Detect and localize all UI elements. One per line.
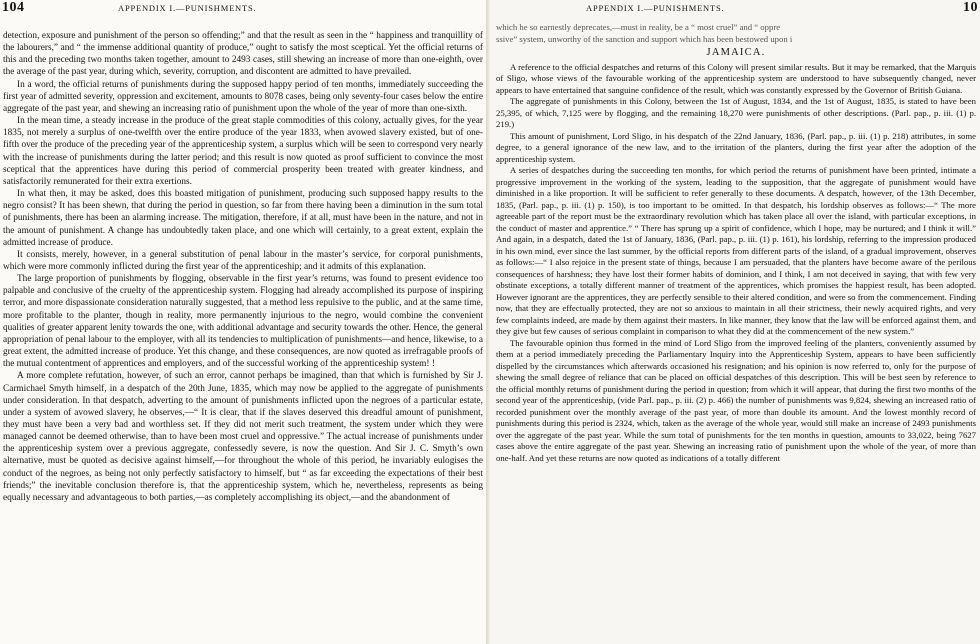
left-page bbox=[0, 0, 488, 644]
left-paragraph: It consists, merely, however, in a general substitution of penal labour in the master’s service, for corporal punishments, which were more commonly inflicted during the first year of the apprenticeship; and it admits of this explanation. bbox=[3, 249, 483, 272]
left-page-body bbox=[3, 30, 483, 504]
left-page-number: 104 bbox=[2, 0, 25, 15]
left-paragraph: detection, exposure and punishment of the person so offending;” and that the result as seen in the “ happiness and tranquillity of the labourers,” and “ the immense additional quantity of produce,” ought to satisfy the most sceptical. Yet the official returns of this and the preceding two months taken together, amount to 2493 cases, still shewing an increase of more than one-eighth, over the average of the past year, during which, severity, corruption, and discontent are admitted to have prevailed. bbox=[3, 31, 483, 78]
right-paragraph: The favourable opinion thus formed in the mind of Lord Sligo from the improved feeling of the planters, conveniently assumed by them at a period immediately preceding the Parliamentary Inquiry into the Apprenticeship System, appears to have been sufficiently dispelled by the circumstances which afterwards occasioned his resignation; and his opinion is now referred to, only for the purpose of shewing the small degree of reliance that can be placed on official despatches of this description. This will be best seen by reference to the official monthly returns of punishment during the period in question; from which it will appear, that during the first two months of the second year of the apprenticeship, (vide Parl. pap., p. iii. (2) p. 466) the number of punishments was 9,824, shewing an increased ratio of recorded punishment over the monthly average of the past year, of more than double its amount. And the lowest monthly record of punishments during this period is 2324, which, taken as the average of the whole year, would still make an increase of 2493 punishments over the aggregate of the past year. While the sum total of punishments for the ten months in question, amounts to 33,022, being 7627 cases above the entire aggregate of the past year. Shewing an increasing ratio of punishment upon the whole of the year, of more than one-half. And yet these returns are now quoted as indications of a totally different bbox=[496, 337, 976, 463]
right-running-head: APPENDIX I.—PUNISHMENTS. bbox=[586, 3, 725, 13]
left-paragraph: The large proportion of punishments by flogging, observable in the first year’s returns, was found to present evidence too palpable and conclusive of the cruelty of the apprenticeship system. Flogging had already accomplished its purpose of inspiring terror, and more dispassionate consideration naturally suggested, that a method less repulsive to the public, and at the same time, more profitable to the planter, though in reality, more permanently injurious to the negro, would combine the convenient qualities of greater apparent lenity towards the one, with additional advantage and security towards the other. Hence, the general appropriation of penal labour to the employer, with all its tendencies to multiplication of punishments—and hence, likewise, to a great extent, the admitted increase of produce. Yet this change, and these consequences, are now quoted as irrefragable proofs of the mutual contentment of apprentices and employers, and of the successful working of the apprenticeship system! ! bbox=[3, 274, 483, 370]
left-paragraph: In what then, it may be asked, does this boasted mitigation of punishment, producing such supposed happy results to the negro consist? It has been shewn, that during the period in question, so far from there having been a diminution in the sum total of punishments, there has been an alarming increase. The mitigation, therefore, if at all, must have been in the nature, and not in the amount of punishment. A change has undoubtedly taken place, and one which will certainly, to a great extent, explain the admitted increase of produce. bbox=[3, 189, 483, 248]
right-paragraph: A series of despatches during the succeeding ten months, for which period the returns of punishment have been printed, intimate a progressive improvement in the working of the system, leading to the supposition, that the aggregate of punishment would have diminished in a like proportion. It will be sufficient to refer generally to these documents. A despatch, however, of the 13th December, 1835, (Parl. pap., p. iii. (1) p. 150), is too important to be omitted. In that despatch, his lordship observes as follows:—“ The more agreeable part of the report must be the extraordinary revolution which has taken place all over the island, with particular exceptions, in the conduct of master and apprentice.” “ There has sprung up a spirit of confidence, which I hope, may be nurtured; and I think it will.” And again, in a despatch, dated the 1st of January, 1836, (Parl. pap., p. iii. (1) p. 161), his lordship, referring to the impression produced in his own mind, ever since the last summer, by the official reports from different parts of the island, of a gradual improvement, observes as follows:—“ I also rejoice in the present state of things, because I am persuaded, that the planters have become aware of the perilous consequences of harshness; they have lost their former habits of dominion, and I think, I am not deceived in saying, that with few very obstinate exceptions, a totally different manner of treatment of the apprentices, which promises the happiest result, has been adopted. However ignorant are the apprentices, they are perfectly sensible to their altered condition, and were so from the commencement. Finding now, that they are effectually protected, they are not so anxious to maintain in all their strictness, their newly acquired rights, and very few complaints indeed, are made by them against their masters. In like manner, they know that the law will be enforced against them, and they give but few causes of serious complaint in comparison to what they did at the commencement of the new system.” bbox=[496, 165, 976, 336]
left-page-header bbox=[0, 2, 488, 16]
right-paragraph: This amount of punishment, Lord Sligo, in his despatch of the 22nd January, 1836, (Parl. pap., p. iii. (1) p. 218) attributes, in some degree, to a general ignorance of the new law, and to the irritation of the planters, during the first year after the adoption of the apprenticeship system. bbox=[496, 130, 976, 164]
right-page-number: 10 bbox=[963, 0, 978, 15]
right-top-line: ssive” system, unworthy of the sanction and support which has been bestowed upon i bbox=[496, 33, 793, 44]
right-top-line: which he so earnestly deprecates,—must in reality, be a “ most cruel” and “ oppre bbox=[496, 22, 781, 32]
left-running-head: APPENDIX I.—PUNISHMENTS. bbox=[118, 3, 257, 13]
right-paragraphs bbox=[496, 62, 976, 465]
right-page-body bbox=[496, 22, 976, 464]
right-paragraph: The aggregate of punishments in this Colony, between the 1st of August, 1834, and the 1st of August, 1835, is stated to have been 25,395, of which, 7,125 were by flogging, and the remaining 18,270 were punishments of other descriptions. (Parl. pap., p. iii. (1) p. 219.) bbox=[496, 96, 976, 129]
right-page-header bbox=[490, 2, 980, 16]
left-paragraph: A more complete refutation, however, of such an error, cannot perhaps be imagined, than that which is furnished by Sir J. Carmichael Smyth himself, in a despatch of the 20th June, 1835, which may now be applied to the aggregate of punishments under consideration. In that despatch, adverting to the amount of punishments inflicted upon the negroes of a particular estate, under a system of avowed slavery, he observes,—“ It is clear, that if the slaves deserved this dreadful amount of punishment, they must have been a very bad and worthless set. If they did not merit such treatment, the system under which they were managed cannot be deemed otherwise, than to have been most cruel and oppressive.” The actual increase of punishments under the apprenticeship system over a previous aggregate, confessedly severe, is now the question. And Sir J. C. Smyth’s own alternative, must be quoted as decisive against himself,—for throughout the whole of this period, he invariably eulogises the conduct of the negroes, as being not only perfectly satisfactory to himself, but “ as far exceeding the expectations of their best friends;” the inevitable conclusion therefore is, that the apprenticeship system, which he, nevertheless, represents as being equally necessary and advantageous to both parties,—as completely accomplishing its object,—and the abandonment of bbox=[3, 371, 483, 503]
left-paragraph: In the mean time, a steady increase in the produce of the great staple commodities of this colony, actually gives, for the year 1835, not merely a surplus of one-twelfth over the entire produce of the year 1833, when avowed slavery existed, but of one-fifth over the produce of the preceding year of the apprenticeship system, a surplus which will be seen to correspond very nearly with the increase of punishments during the latter period; and this result is now quoted as proof sufficient to convince the most sceptical that the apprentices have during this period of commercial prosperity been treated with greater kindness, and satisfactorily remunerated for their extra exertions. bbox=[3, 116, 483, 187]
section-heading-jamaica: JAMAICA. bbox=[706, 47, 766, 58]
right-top-lines bbox=[496, 22, 976, 45]
right-paragraph: A reference to the official despatches and returns of this Colony will present similar results. But it may be remarked, that the Marquis of Sligo, whose views of the favourable working of the apprenticeship system are understood to have subsequently changed, never appears to have entertained that sanguine confidence of the result, which was constantly expressed by the Governor of British Guiana. bbox=[496, 61, 976, 95]
right-page bbox=[490, 0, 980, 644]
left-paragraph: In a word, the official returns of punishments during the supposed happy period of ten months, immediately succeeding the first year of admitted severity, oppression and excitement, amounts to 8078 cases, being only seventy-four cases below the entire aggregate of the past year, and shewing an increasing ratio of punishment upon the whole of the year of more than one-sixth. bbox=[3, 79, 483, 114]
